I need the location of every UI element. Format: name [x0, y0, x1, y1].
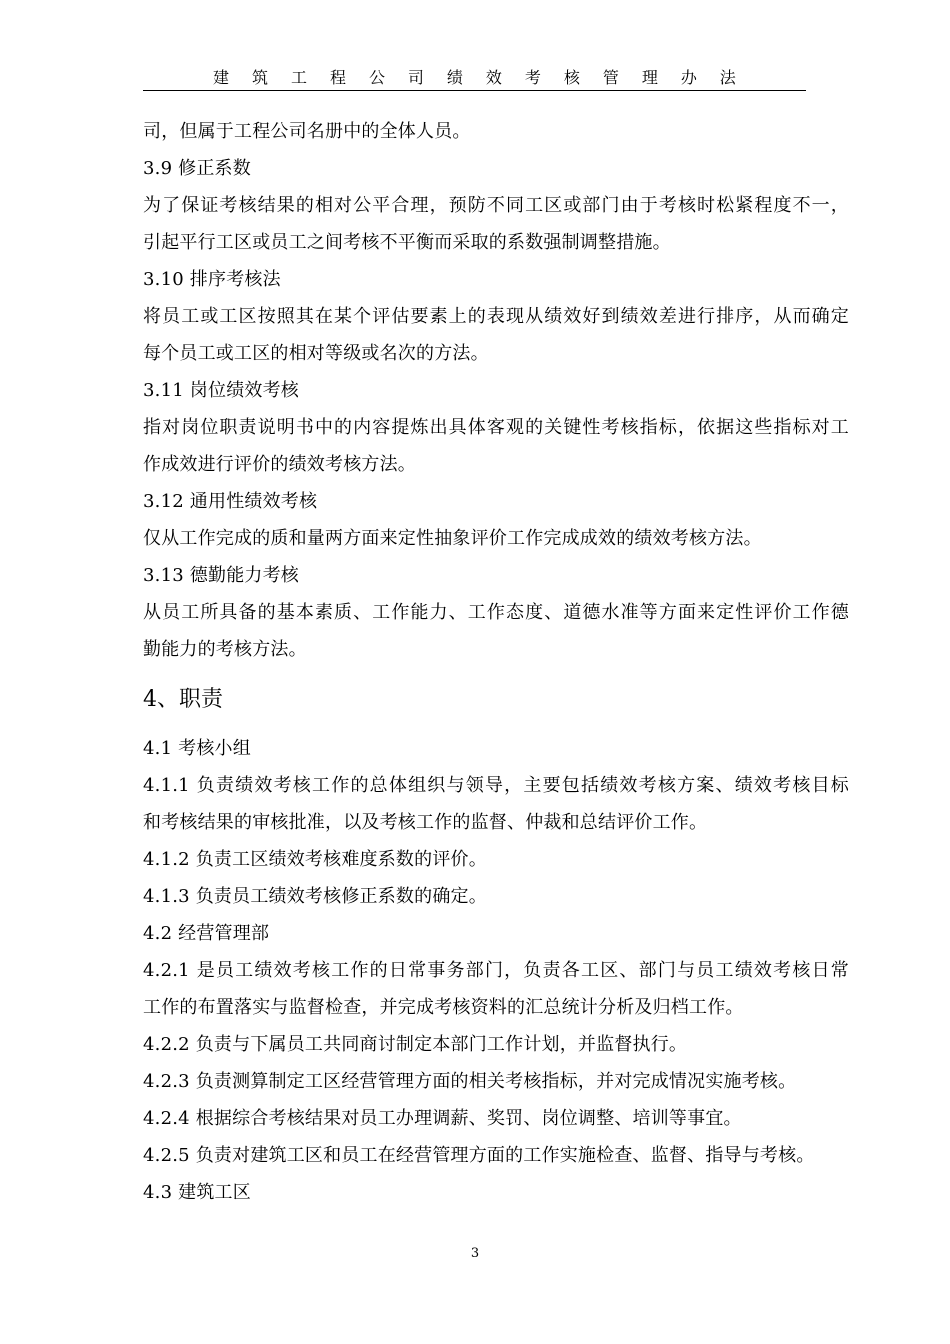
- text-line: 4.2.2 负责与下属员工共同商讨制定本部门工作计划，并监督执行。: [143, 1034, 688, 1055]
- text-line: 4.1.3 负责员工绩效考核修正系数的确定。: [143, 886, 487, 907]
- running-header: [143, 68, 806, 91]
- text-line: 工作的布置落实与监督检查，并完成考核资料的汇总统计分析及归档工作。: [143, 997, 744, 1018]
- text-line: 3.12 通用性绩效考核: [143, 491, 318, 512]
- text-line: 3.10 排序考核法: [143, 269, 281, 290]
- text-line: 和考核结果的审核批准，以及考核工作的监督、仲裁和总结评价工作。: [143, 812, 708, 833]
- header-char: 公: [368, 68, 385, 87]
- header-char: 考: [524, 68, 541, 87]
- text-line: 4.1.1 负责绩效考核工作的总体组织与领导，主要包括绩效考核方案、绩效考核目标: [143, 775, 849, 796]
- text-line: 3.9 修正系数: [143, 158, 251, 179]
- header-char: 办: [680, 68, 697, 87]
- header-char: 程: [329, 68, 346, 87]
- text-line: 每个员工或工区的相对等级或名次的方法。: [143, 343, 489, 364]
- text-line: 勤能力的考核方法。: [143, 639, 307, 660]
- header-char: 工: [290, 68, 307, 87]
- text-line: 4.1 考核小组: [143, 738, 251, 759]
- text-line: 引起平行工区或员工之间考核不平衡而采取的系数强制调整措施。: [143, 232, 671, 253]
- text-line: 4.1.2 负责工区绩效考核难度系数的评价。: [143, 849, 487, 870]
- text-line: 4.3 建筑工区: [143, 1182, 251, 1203]
- text-line: 仅从工作完成的质和量两方面来定性抽象评价工作完成成效的绩效考核方法。: [143, 528, 762, 549]
- body-text: [143, 113, 849, 1211]
- text-line: 4.2.4 根据综合考核结果对员工办理调薪、奖罚、岗位调整、培训等事宜。: [143, 1108, 742, 1129]
- text-line: 将员工或工区按照其在某个评估要素上的表现从绩效好到绩效差进行排序，从而确定: [143, 306, 849, 327]
- header-char: 筑: [251, 68, 268, 87]
- text-line: 4.2 经营管理部: [143, 923, 270, 944]
- header-char: 法: [719, 68, 736, 87]
- page-number: 3: [470, 1246, 480, 1261]
- header-char: 建: [213, 68, 230, 87]
- text-line: 4.2.3 负责测算制定工区经营管理方面的相关考核指标，并对完成情况实施考核。: [143, 1071, 797, 1092]
- header-char: 司: [407, 68, 424, 87]
- text-line: 3.11 岗位绩效考核: [143, 380, 299, 401]
- paragraph-block-definitions: [143, 113, 849, 668]
- text-line: 4.2.1 是员工绩效考核工作的日常事务部门，负责各工区、部门与员工绩效考核日常: [143, 960, 849, 981]
- header-char: 绩: [446, 68, 463, 87]
- text-line: 为了保证考核结果的相对公平合理，预防不同工区或部门由于考核时松紧程度不一，: [143, 195, 849, 216]
- text-line: 指对岗位职责说明书中的内容提炼出具体客观的关键性考核指标，依据这些指标对工: [143, 417, 849, 438]
- text-line: 4.2.5 负责对建筑工区和员工在经营管理方面的工作实施检查、监督、指导与考核。: [143, 1145, 815, 1166]
- text-line: 作成效进行评价的绩效考核方法。: [143, 454, 416, 475]
- header-char: 管: [602, 68, 619, 87]
- header-title: [143, 68, 806, 88]
- section-heading: 4、职责: [143, 687, 223, 712]
- text-line: 3.13 德勤能力考核: [143, 565, 299, 586]
- header-char: 效: [485, 68, 502, 87]
- text-line: 司，但属于工程公司名册中的全体人员。: [143, 121, 471, 142]
- header-char: 理: [641, 68, 658, 87]
- header-char: 核: [563, 68, 580, 87]
- text-line: 从员工所具备的基本素质、工作能力、工作态度、道德水准等方面来定性评价工作德: [143, 602, 849, 623]
- paragraph-block-responsibilities: [143, 730, 849, 1211]
